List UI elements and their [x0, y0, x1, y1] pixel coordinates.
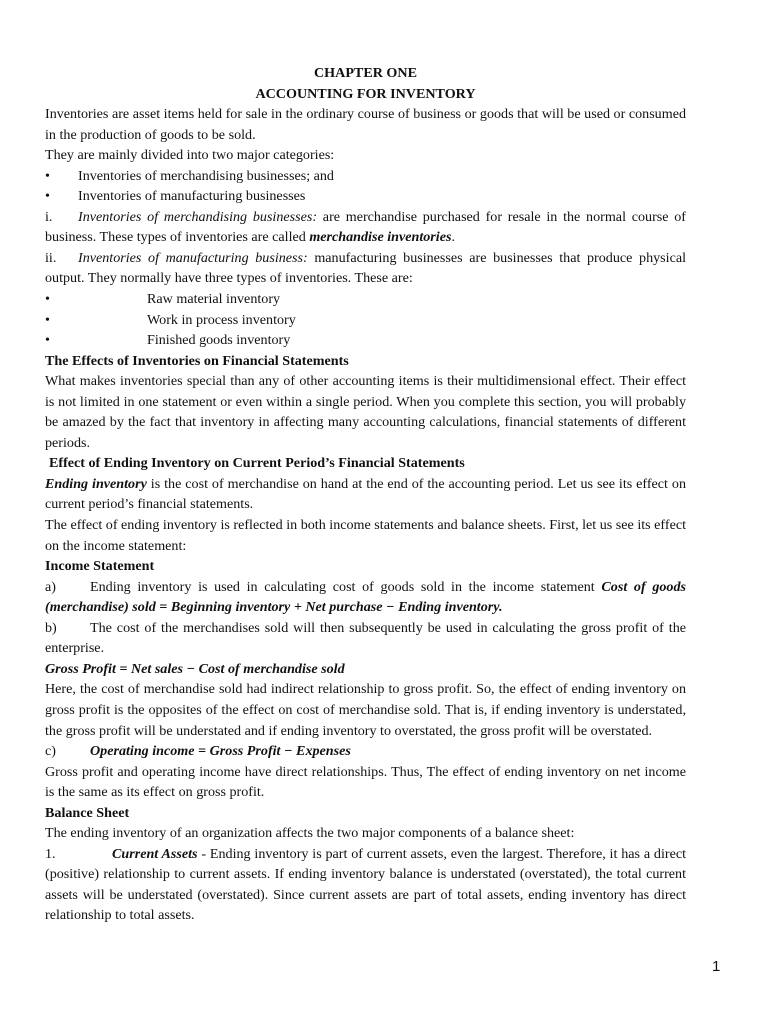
ending-inventory-term: Ending inventory: [45, 475, 147, 492]
effects-paragraph: What makes inventories special than any of other accounting items is their multidimensional effect. Their effect is not limited in one statement or even within a single period. When you complete this section, you will probably be amazed by the fact that inventory in affecting many accounting calculations, financial statements of different periods.: [45, 373, 686, 451]
type-label: Work in process inventory: [147, 311, 296, 328]
item-ii-marker: ii.: [45, 249, 57, 266]
current-assets-term: Current Assets: [112, 845, 198, 862]
document-page: [45, 63, 686, 926]
intro-paragraph: Inventories are asset items held for sale in the ordinary course of business or goods that will be used or consumed in the production of goods to be sold.: [45, 106, 686, 143]
category-label: Inventories of merchandising businesses; and: [78, 167, 334, 184]
balance-sheet-lead: The ending inventory of an organization affects the two major components of a balance sheet:: [45, 825, 575, 842]
income-statement-heading: Income Statement: [45, 558, 155, 575]
item-a-text: Ending inventory is used in calculating cost of goods sold in the income statement: [90, 578, 602, 595]
type-label: Finished goods inventory: [147, 332, 291, 349]
gross-profit-formula: Gross Profit = Net sales − Cost of merchandise sold: [45, 660, 345, 677]
item-c-marker: c): [45, 743, 56, 760]
item-b-text: The cost of the merchandises sold will then subsequently be used in calculating the gross profit of the enterprise.: [45, 619, 686, 657]
item-i-text: are merchandise purchased for resale in the normal course of business. These types of inventories are called: [45, 208, 686, 246]
item-ii-term: Inventories of manufacturing business:: [78, 249, 308, 266]
chapter-title: ACCOUNTING FOR INVENTORY: [255, 85, 476, 102]
category-label: Inventories of manufacturing businesses: [78, 188, 306, 205]
ending-inventory-paragraph-2: The effect of ending inventory is reflected in both income statements and balance sheets. First, let us see its effect on the income statement:: [45, 517, 686, 554]
income-item-a: [45, 577, 686, 618]
type-item-3: [45, 330, 686, 351]
categories-lead: They are mainly divided into two major categories:: [45, 147, 335, 164]
operating-income-paragraph: Gross profit and operating income have direct relationships. Thus, The effect of ending inventory on net income is the same as its effect on gross profit.: [45, 763, 686, 801]
item-i-term: Inventories of merchandising businesses:: [78, 208, 318, 225]
gross-profit-paragraph: Here, the cost of merchandise sold had indirect relationship to gross profit. So, the effect of ending inventory on gross profit is the opposites of the effect on cost of merchandise sold. That is, if ending inventory is understated, the gross profit will be understated and if ending inventory to overstated, the gross profit will be overstated.: [45, 681, 686, 739]
income-item-b: [45, 618, 686, 659]
item-ii-paragraph: [45, 248, 686, 289]
bullet-icon: •: [45, 188, 50, 205]
bullet-icon: •: [45, 291, 50, 308]
page-number: 1: [712, 958, 721, 975]
bullet-icon: •: [45, 311, 50, 328]
bullet-icon: •: [45, 167, 50, 184]
chapter-label: CHAPTER ONE: [314, 65, 417, 81]
item-1-marker: 1.: [45, 845, 56, 862]
item-a-marker: a): [45, 578, 56, 595]
item-i-end: .: [451, 229, 455, 246]
current-assets-paragraph: [45, 844, 686, 926]
type-item-2: [45, 310, 686, 331]
ending-inventory-text: is the cost of merchandise on hand at the end of the accounting period. Let us see its effect on current period’s financial statements.: [45, 475, 687, 513]
item-i-emphasis: merchandise inventories: [309, 229, 452, 246]
effects-heading: The Effects of Inventories on Financial Statements: [45, 352, 349, 369]
type-item-1: [45, 289, 686, 310]
income-item-c: [45, 741, 686, 762]
ending-inventory-heading: Effect of Ending Inventory on Current Period’s Financial Statements: [49, 455, 465, 472]
ending-inventory-paragraph: [45, 474, 686, 515]
item-b-marker: b): [45, 619, 57, 636]
cogs-formula: Cost of goods (merchandise) sold = Beginning inventory + Net purchase − Ending inventory.: [45, 578, 687, 616]
type-label: Raw material inventory: [147, 291, 281, 308]
category-item-1: [45, 166, 686, 187]
item-ii-text: manufacturing businesses are businesses that produce physical output. They normally have three types of inventories. These are:: [45, 249, 686, 287]
operating-income-formula: Operating income = Gross Profit − Expenses: [90, 743, 351, 760]
bullet-icon: •: [45, 332, 50, 349]
category-item-2: [45, 186, 686, 207]
balance-sheet-heading: Balance Sheet: [45, 804, 130, 821]
item-i-paragraph: [45, 207, 686, 248]
current-assets-text: - Ending inventory is part of current assets, even the largest. Therefore, it has a direct (positive) relationship to current assets. If ending inventory balance is understated (overstated), the total current assets will be understated (overstated). Since current assets are part of total assets, ending inventory has direct relationship to total assets.: [45, 845, 686, 924]
item-i-marker: i.: [45, 208, 53, 225]
